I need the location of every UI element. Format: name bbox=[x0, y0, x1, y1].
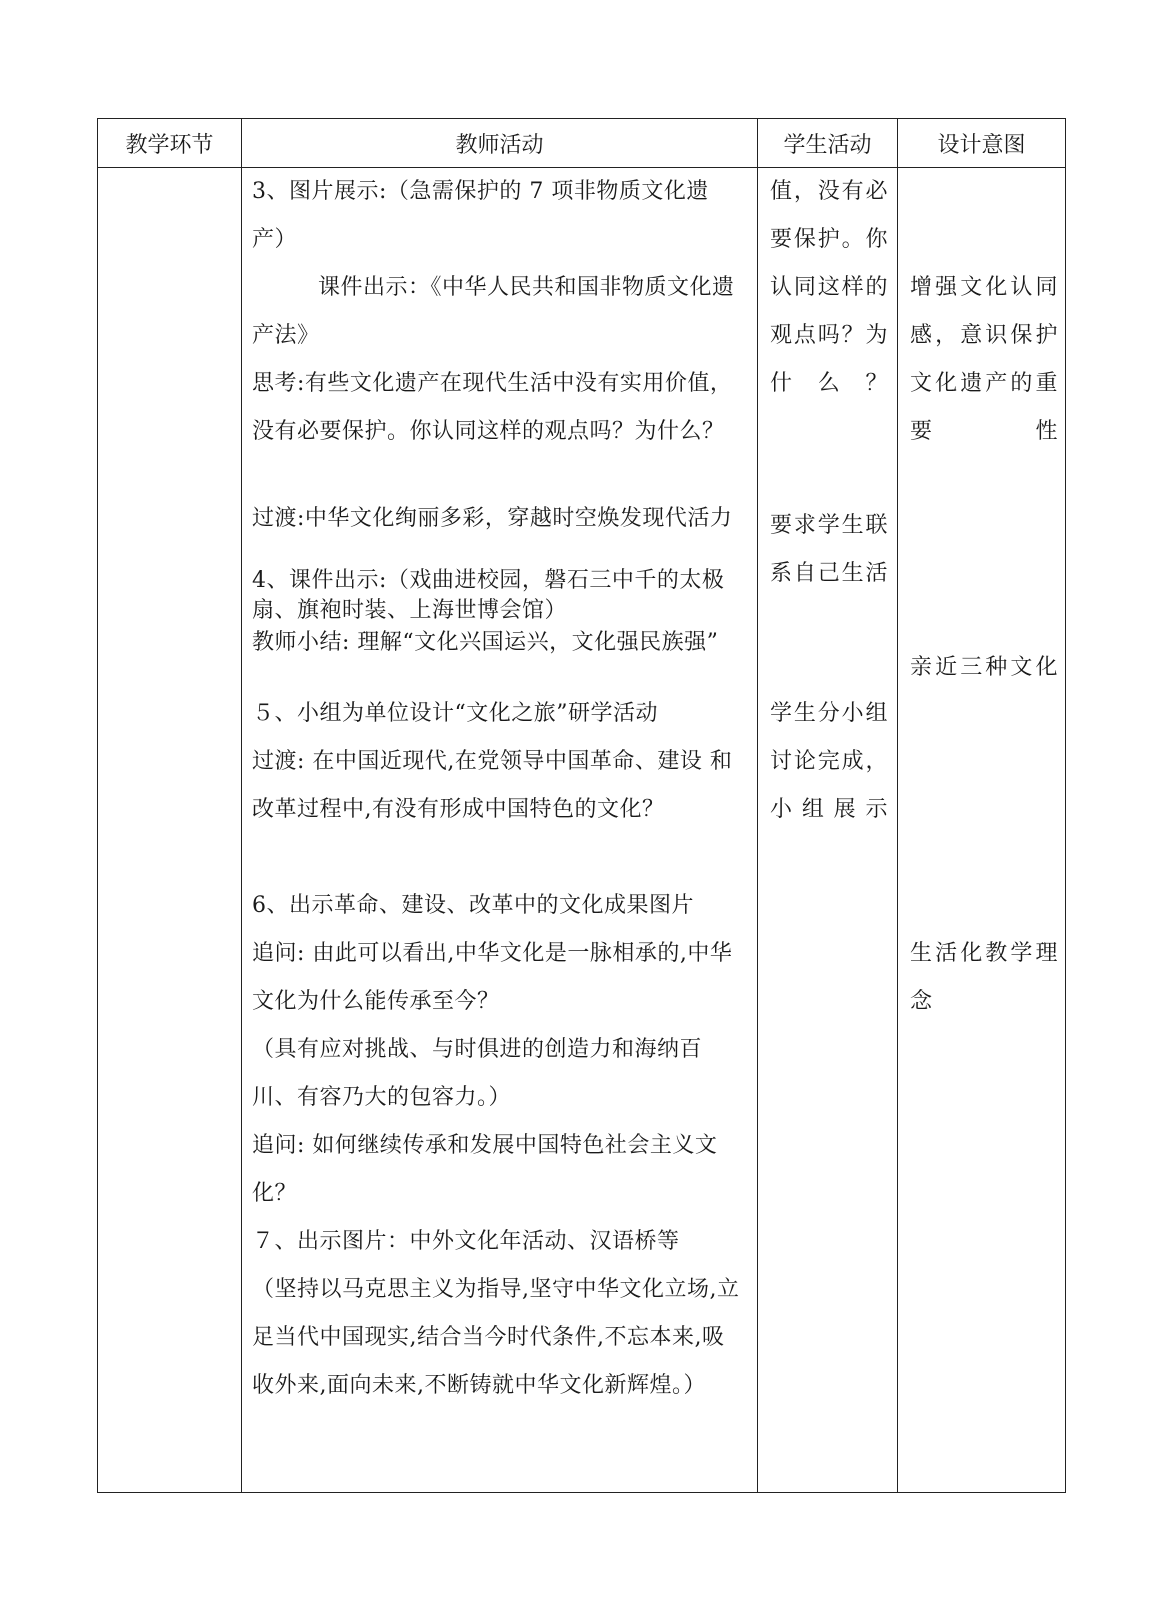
student-paragraph: 要求学生联系自己生活 bbox=[770, 513, 888, 586]
design-paragraph: 生活化教学理念 bbox=[910, 941, 1058, 1014]
header-design-intent: 设计意图 bbox=[898, 119, 1066, 168]
teacher-paragraph: ５、小组为单位设计“文化之旅”研学活动 bbox=[252, 701, 658, 726]
teacher-paragraph: 追问: 由此可以看出,中华文化是一脉相承的,中华文化为什么能传承至今？ bbox=[252, 941, 733, 1014]
student-activity-cell bbox=[758, 168, 898, 1493]
content-row bbox=[98, 168, 1066, 1493]
teacher-paragraph: 过渡: 在中国近现代,在党领导中国革命、建设 和改革过程中,有没有形成中国特色的文化？ bbox=[252, 749, 733, 822]
design-paragraph: 增强文化认同感，意识保护文化遗产的重要性 bbox=[910, 275, 1058, 444]
teacher-paragraph: 追问: 如何继续传承和发展中国特色社会主义文化？ bbox=[252, 1133, 718, 1206]
header-row bbox=[98, 119, 1066, 168]
teacher-paragraph: 教师小结: 理解“文化兴国运兴，文化强民族强” bbox=[252, 630, 719, 655]
stage-cell bbox=[98, 168, 242, 1493]
student-paragraph: 学生分小组讨论完成，小组展示 bbox=[770, 701, 888, 822]
teacher-paragraph: 4、课件出示:（戏曲进校园，磐石三中千的太极扇、旗袍时装、上海世博会馆） bbox=[252, 568, 725, 623]
header-teacher-activity: 教师活动 bbox=[242, 119, 758, 168]
teacher-paragraph: ７、出示图片：中外文化年活动、汉语桥等 bbox=[252, 1229, 680, 1254]
teacher-paragraph: 过渡:中华文化绚丽多彩，穿越时空焕发现代活力 bbox=[252, 506, 733, 531]
teacher-activity-cell bbox=[242, 168, 758, 1493]
lesson-plan-table bbox=[97, 118, 1066, 1493]
teacher-paragraph: 课件出示：《中华人民共和国非物质文化遗产法》 bbox=[252, 275, 735, 348]
header-stage: 教学环节 bbox=[98, 119, 242, 168]
design-intent-cell bbox=[898, 168, 1066, 1493]
teacher-paragraph: （具有应对挑战、与时俱进的创造力和海纳百川、有容乃大的包容力。） bbox=[252, 1037, 703, 1110]
teacher-paragraph: 6、出示革命、建设、改革中的文化成果图片 bbox=[252, 893, 694, 918]
student-paragraph: 值，没有必要保护。你认同这样的观点吗？为什么？ bbox=[770, 179, 888, 396]
teacher-paragraph: 3、图片展示:（急需保护的 7 项非物质文化遗产） bbox=[252, 179, 709, 252]
teacher-paragraph: （坚持以马克思主义为指导,坚守中华文化立场,立足当代中国现实,结合当今时代条件,不忘本来,吸收外来,面向未来,不断铸就中华文化新辉煌。） bbox=[252, 1277, 740, 1398]
design-paragraph: 亲近三种文化 bbox=[910, 655, 1058, 680]
teacher-paragraph: 思考:有些文化遗产在现代生活中没有实用价值，没有必要保护。你认同这样的观点吗？为什么？ bbox=[252, 371, 733, 444]
header-student-activity: 学生活动 bbox=[758, 119, 898, 168]
